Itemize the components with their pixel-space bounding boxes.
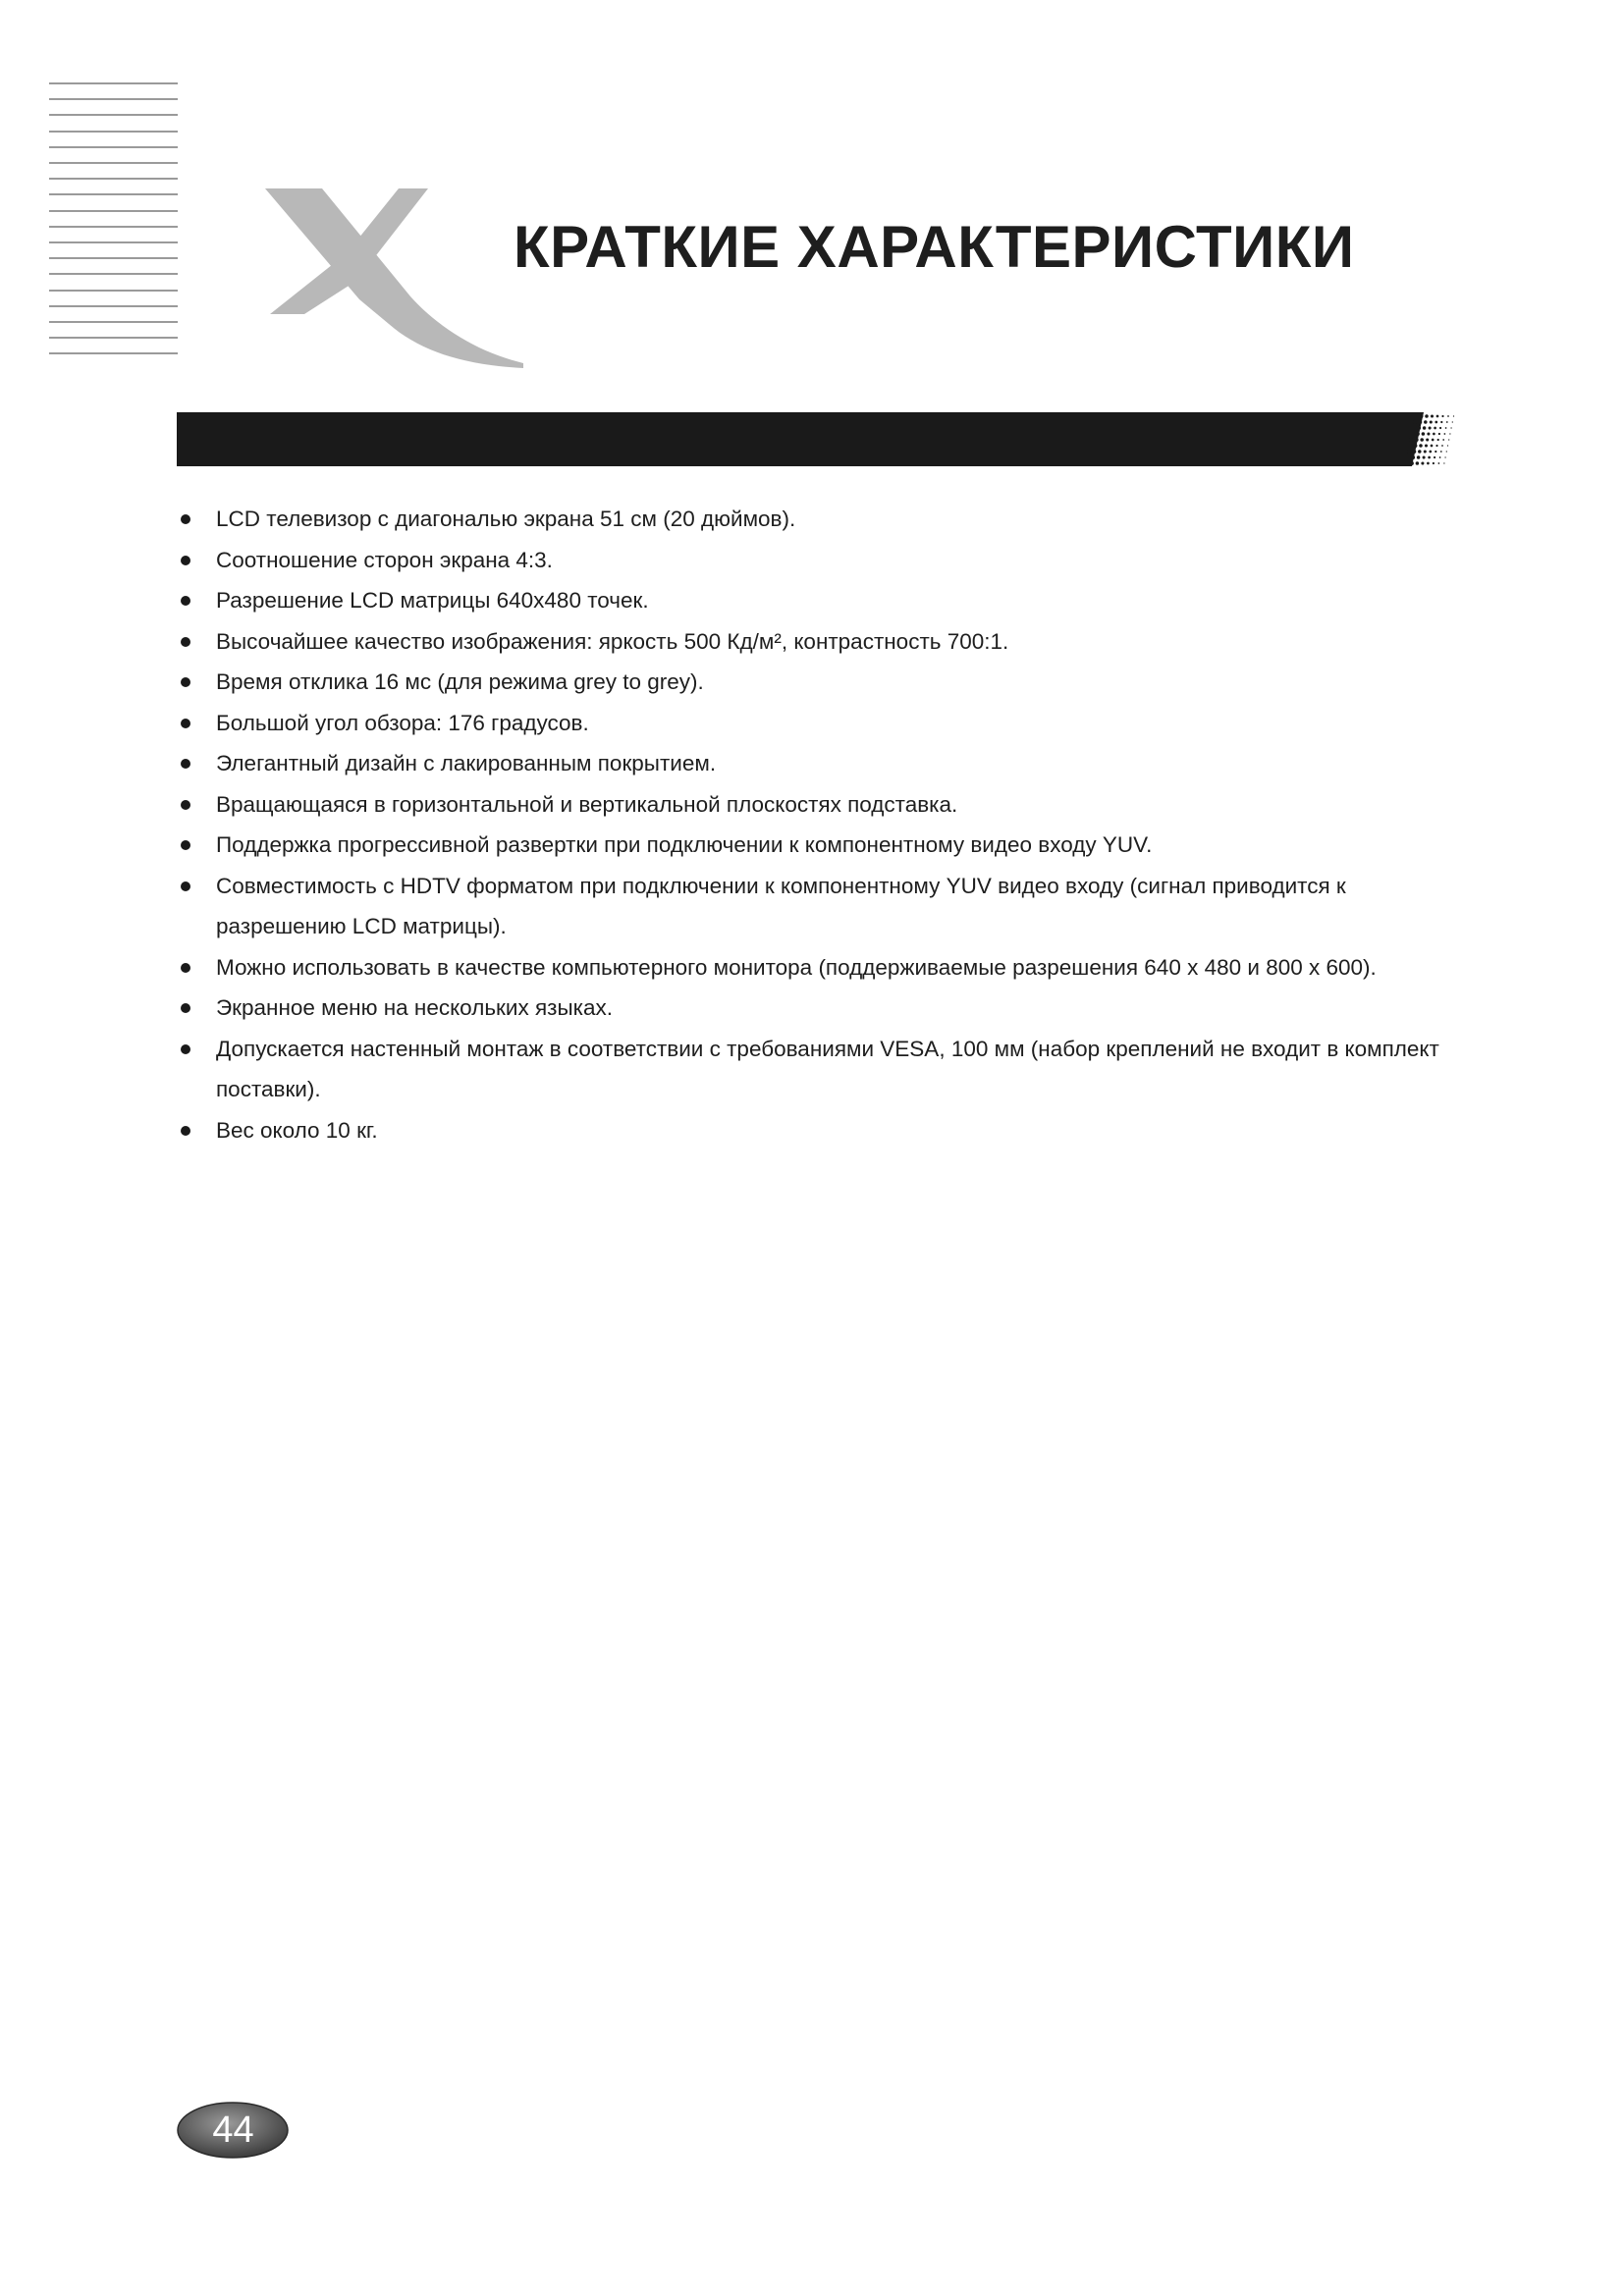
feature-item bbox=[175, 1029, 1461, 1110]
bullet-icon bbox=[181, 637, 190, 647]
feature-text: Разрешение LCD матрицы 640x480 точек. bbox=[216, 588, 649, 613]
feature-item bbox=[175, 866, 1461, 947]
feature-list bbox=[175, 499, 1461, 1150]
stripe-line bbox=[49, 337, 178, 339]
feature-item bbox=[175, 662, 1461, 703]
feature-item bbox=[175, 1110, 1461, 1151]
feature-text: Поддержка прогрессивной развертки при подключении к компонентному видео входу YUV. bbox=[216, 832, 1153, 857]
feature-text: Совместимость с HDTV форматом при подключении к компонентному YUV видео входу (сигнал приводится к разрешению LCD матрицы). bbox=[216, 873, 1346, 938]
feature-text: Высочайшее качество изображения: яркость 500 Кд/м², контрастность 700:1. bbox=[216, 628, 1009, 654]
bullet-icon bbox=[181, 1003, 190, 1013]
bullet-icon bbox=[181, 881, 190, 891]
stripe-line bbox=[49, 146, 178, 148]
feature-text: Вращающаяся в горизонтальной и вертикальной плоскостях подставка. bbox=[216, 791, 958, 817]
feature-item bbox=[175, 947, 1461, 988]
page-title: КРАТКИЕ ХАРАКТЕРИСТИКИ bbox=[514, 214, 1355, 280]
feature-text: Можно использовать в качестве компьютерного монитора (поддерживаемые разрешения 640 x 480 и 800 x 600). bbox=[216, 954, 1377, 980]
feature-text: Соотношение сторон экрана 4:3. bbox=[216, 547, 553, 572]
bullet-icon bbox=[181, 1126, 190, 1136]
feature-text: Вес около 10 кг. bbox=[216, 1117, 378, 1143]
bullet-icon bbox=[181, 677, 190, 687]
bullet-icon bbox=[181, 840, 190, 850]
stripe-line bbox=[49, 114, 178, 116]
feature-text: Большой угол обзора: 176 градусов. bbox=[216, 710, 589, 735]
feature-text: Элегантный дизайн с лакированным покрытием. bbox=[216, 751, 717, 775]
bullet-icon bbox=[181, 719, 190, 728]
feature-item bbox=[175, 621, 1461, 663]
feature-item bbox=[175, 580, 1461, 621]
feature-item bbox=[175, 703, 1461, 744]
feature-text: Допускается настенный монтаж в соответствии с требованиями VESA, 100 мм (набор креплений не входит в комплект поставки). bbox=[216, 1036, 1439, 1101]
stripe-line bbox=[49, 210, 178, 212]
stripe-line bbox=[49, 162, 178, 164]
section-header-bar bbox=[177, 412, 1463, 466]
stripe-line bbox=[49, 226, 178, 228]
stripe-line bbox=[49, 290, 178, 292]
feature-item bbox=[175, 988, 1461, 1029]
stripe-line bbox=[49, 305, 178, 307]
stripe-line bbox=[49, 257, 178, 259]
x-logo-icon bbox=[263, 187, 523, 368]
feature-text: Экранное меню на нескольких языках. bbox=[216, 995, 613, 1020]
page-number-badge bbox=[177, 2101, 290, 2160]
feature-item bbox=[175, 743, 1461, 784]
stripe-line bbox=[49, 193, 178, 195]
feature-item bbox=[175, 825, 1461, 866]
stripe-line bbox=[49, 352, 178, 354]
bullet-icon bbox=[181, 556, 190, 565]
feature-item bbox=[175, 499, 1461, 540]
stripe-line bbox=[49, 131, 178, 133]
bullet-icon bbox=[181, 963, 190, 973]
stripe-line bbox=[49, 321, 178, 323]
stripe-line bbox=[49, 178, 178, 180]
bullet-icon bbox=[181, 514, 190, 524]
feature-text: Время отклика 16 мс (для режима grey to grey). bbox=[216, 669, 704, 694]
page-number: 44 bbox=[212, 2109, 254, 2151]
decorative-stripes bbox=[49, 82, 178, 362]
bullet-icon bbox=[181, 1044, 190, 1054]
bullet-icon bbox=[181, 759, 190, 769]
stripe-line bbox=[49, 98, 178, 100]
feature-item bbox=[175, 540, 1461, 581]
stripe-line bbox=[49, 82, 178, 84]
stripe-line bbox=[49, 241, 178, 243]
bullet-icon bbox=[181, 596, 190, 606]
feature-text: LCD телевизор с диагональю экрана 51 см (20 дюймов). bbox=[216, 507, 796, 531]
bullet-icon bbox=[181, 800, 190, 810]
stripe-line bbox=[49, 273, 178, 275]
feature-item bbox=[175, 784, 1461, 826]
